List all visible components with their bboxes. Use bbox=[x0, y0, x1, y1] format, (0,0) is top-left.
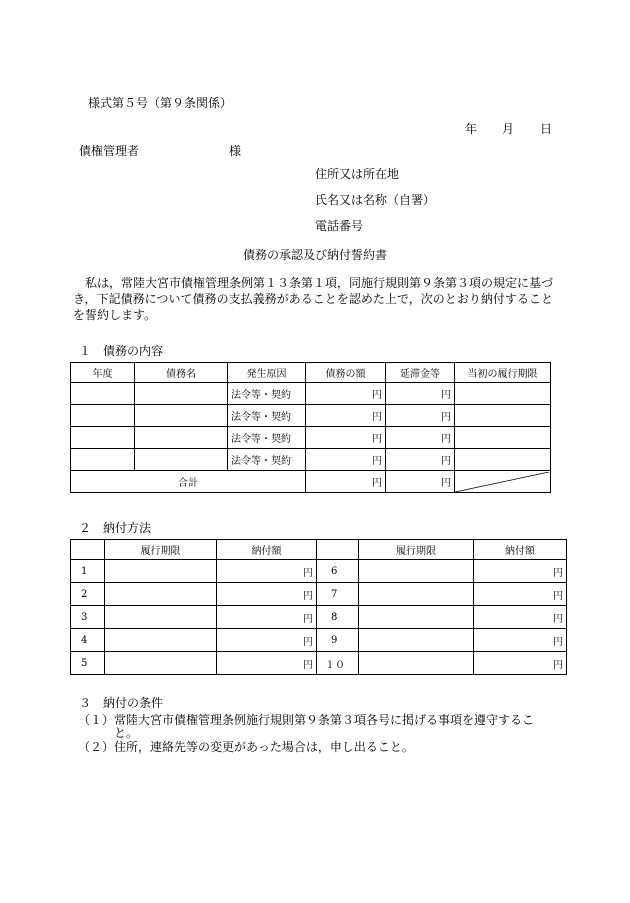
payment-table bbox=[70, 539, 567, 675]
installment-number: 3 bbox=[71, 606, 105, 629]
header-deadline-left: 履行期限 bbox=[105, 540, 217, 560]
installment-number: 9 bbox=[317, 629, 359, 652]
cause-cell: 法令等・契約 bbox=[228, 427, 306, 449]
debt-name-cell[interactable] bbox=[135, 449, 228, 471]
header-deadline-right: 履行期限 bbox=[359, 540, 474, 560]
section1-heading: １ 債務の内容 bbox=[79, 344, 164, 358]
debt-name-cell[interactable] bbox=[135, 427, 228, 449]
diagonal-line bbox=[455, 472, 549, 492]
fiscal-year-cell[interactable] bbox=[71, 449, 135, 471]
payment-amount-cell[interactable]: 円 bbox=[474, 652, 567, 675]
table-row bbox=[71, 405, 551, 427]
header-late-fee: 延滞金等 bbox=[386, 363, 455, 383]
late-fee-cell[interactable]: 円 bbox=[386, 383, 455, 405]
amount-cell[interactable]: 円 bbox=[306, 449, 386, 471]
body-text: 私は，常陸大宮市債権管理条例第１３条第１項，同施行規則第９条第３項の規定に基づき，下記債務について債務の支払義務があることを認めた上で，次のとおり納付することを誓約します。 bbox=[73, 276, 554, 322]
deadline-cell[interactable] bbox=[359, 606, 474, 629]
section2-heading: ２ 納付方法 bbox=[79, 521, 152, 535]
deadline-cell[interactable] bbox=[105, 629, 217, 652]
condition-number: （１） bbox=[78, 713, 115, 727]
fiscal-year-cell[interactable] bbox=[71, 383, 135, 405]
deadline-cell[interactable] bbox=[105, 652, 217, 675]
installment-number: 6 bbox=[317, 560, 359, 583]
deadline-cell[interactable] bbox=[359, 583, 474, 606]
table-row bbox=[71, 652, 567, 675]
form-number: 様式第５号（第９条関係） bbox=[88, 96, 233, 110]
table-row bbox=[71, 583, 567, 606]
condition-item-2 bbox=[78, 741, 553, 754]
header-fiscal-year: 年度 bbox=[71, 363, 135, 383]
installment-number: 8 bbox=[317, 606, 359, 629]
header-blank-right bbox=[317, 540, 359, 560]
table-row bbox=[71, 629, 567, 652]
debt-table-header bbox=[71, 363, 551, 383]
payment-amount-cell[interactable]: 円 bbox=[474, 560, 567, 583]
payment-amount-cell[interactable]: 円 bbox=[474, 629, 567, 652]
payment-amount-cell[interactable]: 円 bbox=[474, 606, 567, 629]
header-blank-left bbox=[71, 540, 105, 560]
body-paragraph bbox=[73, 275, 553, 323]
installment-number: 5 bbox=[71, 652, 105, 675]
cause-cell: 法令等・契約 bbox=[228, 449, 306, 471]
original-deadline-cell[interactable] bbox=[455, 427, 551, 449]
address-label: 住所又は所在地 bbox=[315, 167, 400, 181]
deadline-cell[interactable] bbox=[359, 629, 474, 652]
payment-amount-cell[interactable]: 円 bbox=[217, 629, 317, 652]
original-deadline-cell[interactable] bbox=[455, 383, 551, 405]
document-title: 債務の承認及び納付誓約書 bbox=[242, 248, 387, 262]
total-amount-cell[interactable]: 円 bbox=[306, 471, 386, 493]
fiscal-year-cell[interactable] bbox=[71, 405, 135, 427]
debt-name-cell[interactable] bbox=[135, 383, 228, 405]
table-row bbox=[71, 560, 567, 583]
header-original-deadline: 当初の履行期限 bbox=[455, 363, 551, 383]
total-row bbox=[71, 471, 551, 493]
addressee: 債権管理者 bbox=[79, 144, 140, 158]
honorific: 様 bbox=[229, 144, 242, 158]
late-fee-cell[interactable]: 円 bbox=[386, 405, 455, 427]
installment-number: １０ bbox=[317, 652, 359, 675]
date-day-label: 日 bbox=[540, 122, 553, 136]
table-row bbox=[71, 606, 567, 629]
header-payment-left: 納付額 bbox=[217, 540, 317, 560]
date-month-label: 月 bbox=[502, 122, 515, 136]
payment-table-header bbox=[71, 540, 567, 560]
phone-label: 電話番号 bbox=[315, 219, 364, 233]
deadline-cell[interactable] bbox=[105, 606, 217, 629]
header-payment-right: 納付額 bbox=[474, 540, 567, 560]
total-late-fee-cell[interactable]: 円 bbox=[386, 471, 455, 493]
payment-amount-cell[interactable]: 円 bbox=[217, 652, 317, 675]
payment-amount-cell[interactable]: 円 bbox=[217, 560, 317, 583]
deadline-cell[interactable] bbox=[105, 583, 217, 606]
date-year-label: 年 bbox=[465, 122, 478, 136]
section3-heading: ３ 納付の条件 bbox=[79, 696, 164, 710]
condition-number: （２） bbox=[78, 740, 115, 754]
condition-item-1 bbox=[78, 714, 553, 740]
amount-cell[interactable]: 円 bbox=[306, 405, 386, 427]
payment-amount-cell[interactable]: 円 bbox=[217, 583, 317, 606]
deadline-cell[interactable] bbox=[105, 560, 217, 583]
header-cause: 発生原因 bbox=[228, 363, 306, 383]
amount-cell[interactable]: 円 bbox=[306, 383, 386, 405]
deadline-cell[interactable] bbox=[359, 560, 474, 583]
debt-name-cell[interactable] bbox=[135, 405, 228, 427]
original-deadline-cell[interactable] bbox=[455, 449, 551, 471]
installment-number: 7 bbox=[317, 583, 359, 606]
total-label: 合計 bbox=[71, 471, 306, 493]
late-fee-cell[interactable]: 円 bbox=[386, 427, 455, 449]
name-label: 氏名又は名称（自署） bbox=[315, 193, 436, 207]
condition-text: 住所，連絡先等の変更があった場合は，申し出ること。 bbox=[114, 740, 414, 754]
diagonal-blank-cell bbox=[455, 471, 551, 493]
original-deadline-cell[interactable] bbox=[455, 405, 551, 427]
cause-cell: 法令等・契約 bbox=[228, 383, 306, 405]
condition-text: 常陸大宮市債権管理条例施行規則第９条第３項各号に掲げる事項を遵守するこ bbox=[114, 713, 535, 727]
installment-number: 4 bbox=[71, 629, 105, 652]
installment-number: 2 bbox=[71, 583, 105, 606]
table-row bbox=[71, 427, 551, 449]
installment-number: 1 bbox=[71, 560, 105, 583]
condition-continuation: と。 bbox=[114, 726, 139, 740]
amount-cell[interactable]: 円 bbox=[306, 427, 386, 449]
header-debt-name: 債務名 bbox=[135, 363, 228, 383]
table-row bbox=[71, 449, 551, 471]
debt-table bbox=[70, 362, 551, 493]
payment-amount-cell[interactable]: 円 bbox=[217, 606, 317, 629]
cause-cell: 法令等・契約 bbox=[228, 405, 306, 427]
table-row bbox=[71, 383, 551, 405]
payment-amount-cell[interactable]: 円 bbox=[474, 583, 567, 606]
fiscal-year-cell[interactable] bbox=[71, 427, 135, 449]
deadline-cell[interactable] bbox=[359, 652, 474, 675]
late-fee-cell[interactable]: 円 bbox=[386, 449, 455, 471]
header-amount: 債務の額 bbox=[306, 363, 386, 383]
